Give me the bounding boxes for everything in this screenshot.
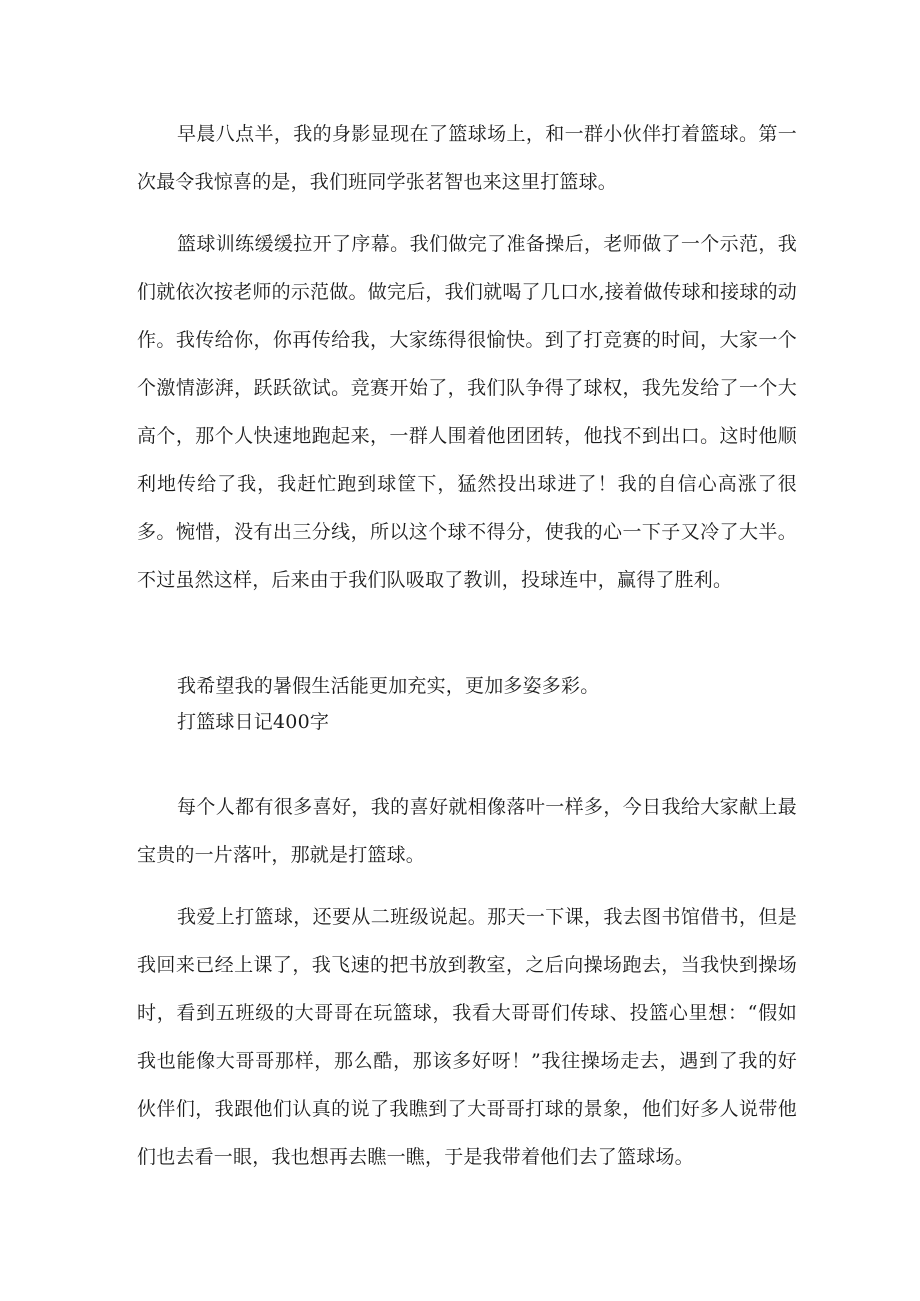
paragraph-summer-wish: 我希望我的暑假生活能更加充实，更加多姿多彩。 bbox=[177, 675, 600, 697]
paragraph-training-and-match: 篮球训练缓缓拉开了序幕。我们做完了准备操后，老师做了一个示范，我们就依次按老师的示范做。做完后，我们就喝了几口水,接着做传球和接球的动作。我传给你，你再传给我，大家练得很愉快。到了打竞赛的时间，大家一个个激情澎湃，跃跃欲试。竞赛开始了，我们队争得了球权，我先发给了一个大高个，那个人快速地跑起来，一群人围着他团团转，他找不到出口。这时他顺利地传给了我，我赶忙跑到球筐下，猛然投出球进了！我的自信心高涨了很多。惋惜，没有出三分线，所以这个球不得分，使我的心一下子又冷了大半。不过虽然这样，后来由于我们队吸取了教训，投球连中，赢得了胜利。 bbox=[137, 233, 797, 591]
section-title: 打篮球日记400字 bbox=[177, 711, 330, 733]
paragraph-how-i-started: 我爱上打篮球，还要从二班级说起。那天一下课，我去图书馆借书，但是我回来已经上课了，我飞速的把书放到教室，之后向操场跑去，当我快到操场时，看到五班级的大哥哥在玩篮球，我看大哥哥们传球、投篮心里想：“假如我也能像大哥哥那样，那么酷，那该多好呀！”我往操场走去，遇到了我的好伙伴们，我跟他们认真的说了我瞧到了大哥哥打球的景象，他们好多人说带他们也去看一眼，我也想再去瞧一瞧，于是我带着他们去了篮球场。 bbox=[137, 906, 797, 1168]
paragraph-hobbies: 每个人都有很多喜好，我的喜好就相像落叶一样多，今日我给大家献上最宝贵的一片落叶，那就是打篮球。 bbox=[137, 796, 797, 866]
paragraph-morning-basketball: 早晨八点半，我的身影显现在了篮球场上，和一群小伙伴打着篮球。第一次最令我惊喜的是，我们班同学张茗智也来这里打篮球。 bbox=[137, 123, 797, 193]
